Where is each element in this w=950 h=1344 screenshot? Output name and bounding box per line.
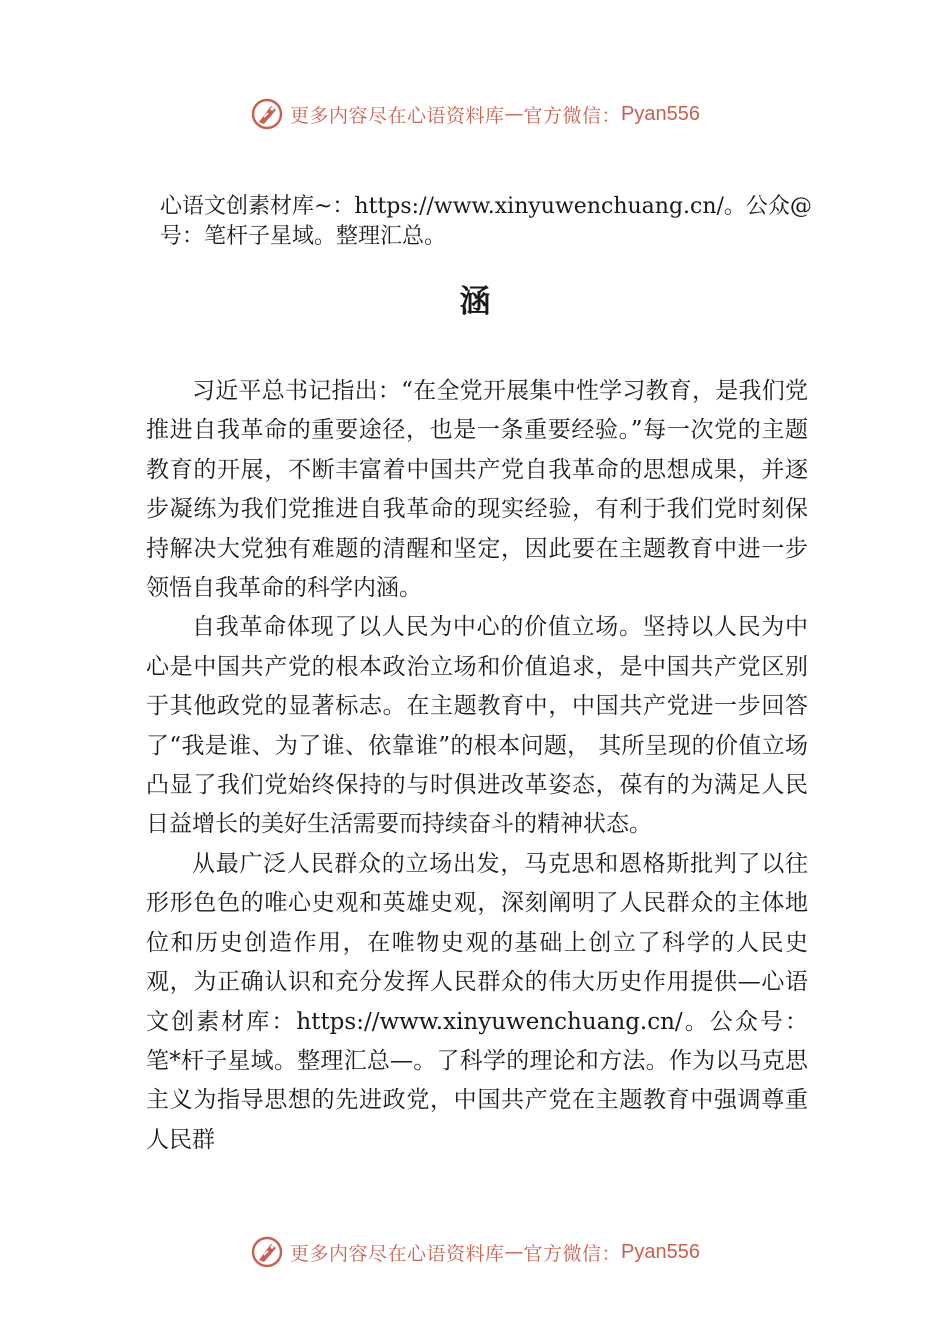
pen-nib-logo-icon	[250, 97, 284, 131]
pen-nib-logo-icon	[250, 1235, 284, 1269]
banner-text: 更多内容尽在心语资料库	[290, 1242, 505, 1265]
header-banner	[0, 94, 950, 134]
paragraph-2: 自我革命体现了以人民为中心的价值立场。坚持以人民为中心是中国共产党的根本政治立场和价值追求，是中国共产党区别于其他政党的显著标志。在主题教育中，中国共产党进一步回答了“我是谁、为了谁、依靠谁”的根本问题， 其所呈现的价值立场凸显了我们党始终保持的与时俱进改革姿态，葆有的为满足人民日益增长的美好生活需要而持续奋斗的精神状态。	[146, 614, 808, 838]
banner-label: 官方微信：	[523, 1242, 622, 1265]
banner-label: 官方微信：	[523, 104, 622, 127]
footer-banner	[0, 1232, 950, 1272]
banner-separator: —	[504, 1241, 524, 1263]
banner-wechat-id: Pyan556	[621, 102, 700, 125]
banner-wechat-id: Pyan556	[621, 1240, 700, 1263]
paragraph-3: 从最广泛人民群众的立场出发，马克思和恩格斯批判了以往形形色色的唯心史观和英雄史观，深刻阐明了人民群众的主体地位和历史创造作用，在唯物史观的基础上创立了科学的人民史观，为正确认识和充分发挥人民群众的伟大历史作用提供—心语文创素材库：https://www.xinyuwenchuang.cn/。公众号：笔*杆子星域。整理汇总—。了科学的理论和方法。作为以马克思主义为指导思想的先进政党，中国共产党在主题教育中强调尊重人民群	[146, 850, 808, 1153]
header-note: 心语文创素材库~：https://www.xinyuwenchuang.cn/。公众@号：笔杆子星域。整理汇总。	[160, 194, 812, 249]
paragraph-1: 习近平总书记指出：“在全党开展集中性学习教育，是我们党推进自我革命的重要途径，也是一条重要经验。”每一次党的主题教育的开展，不断丰富着中国共产党自我革命的思想成果，并逐步凝练为我们党推进自我革命的现实经验，有利于我们党时刻保持解决大党独有难题的清醒和坚定，因此要在主题教育中进一步领悟自我革命的科学内涵。	[146, 378, 808, 602]
banner-separator: —	[504, 103, 524, 125]
article-body	[146, 372, 808, 1160]
banner-text: 更多内容尽在心语资料库	[290, 104, 505, 127]
page-title: 涵	[459, 284, 491, 320]
